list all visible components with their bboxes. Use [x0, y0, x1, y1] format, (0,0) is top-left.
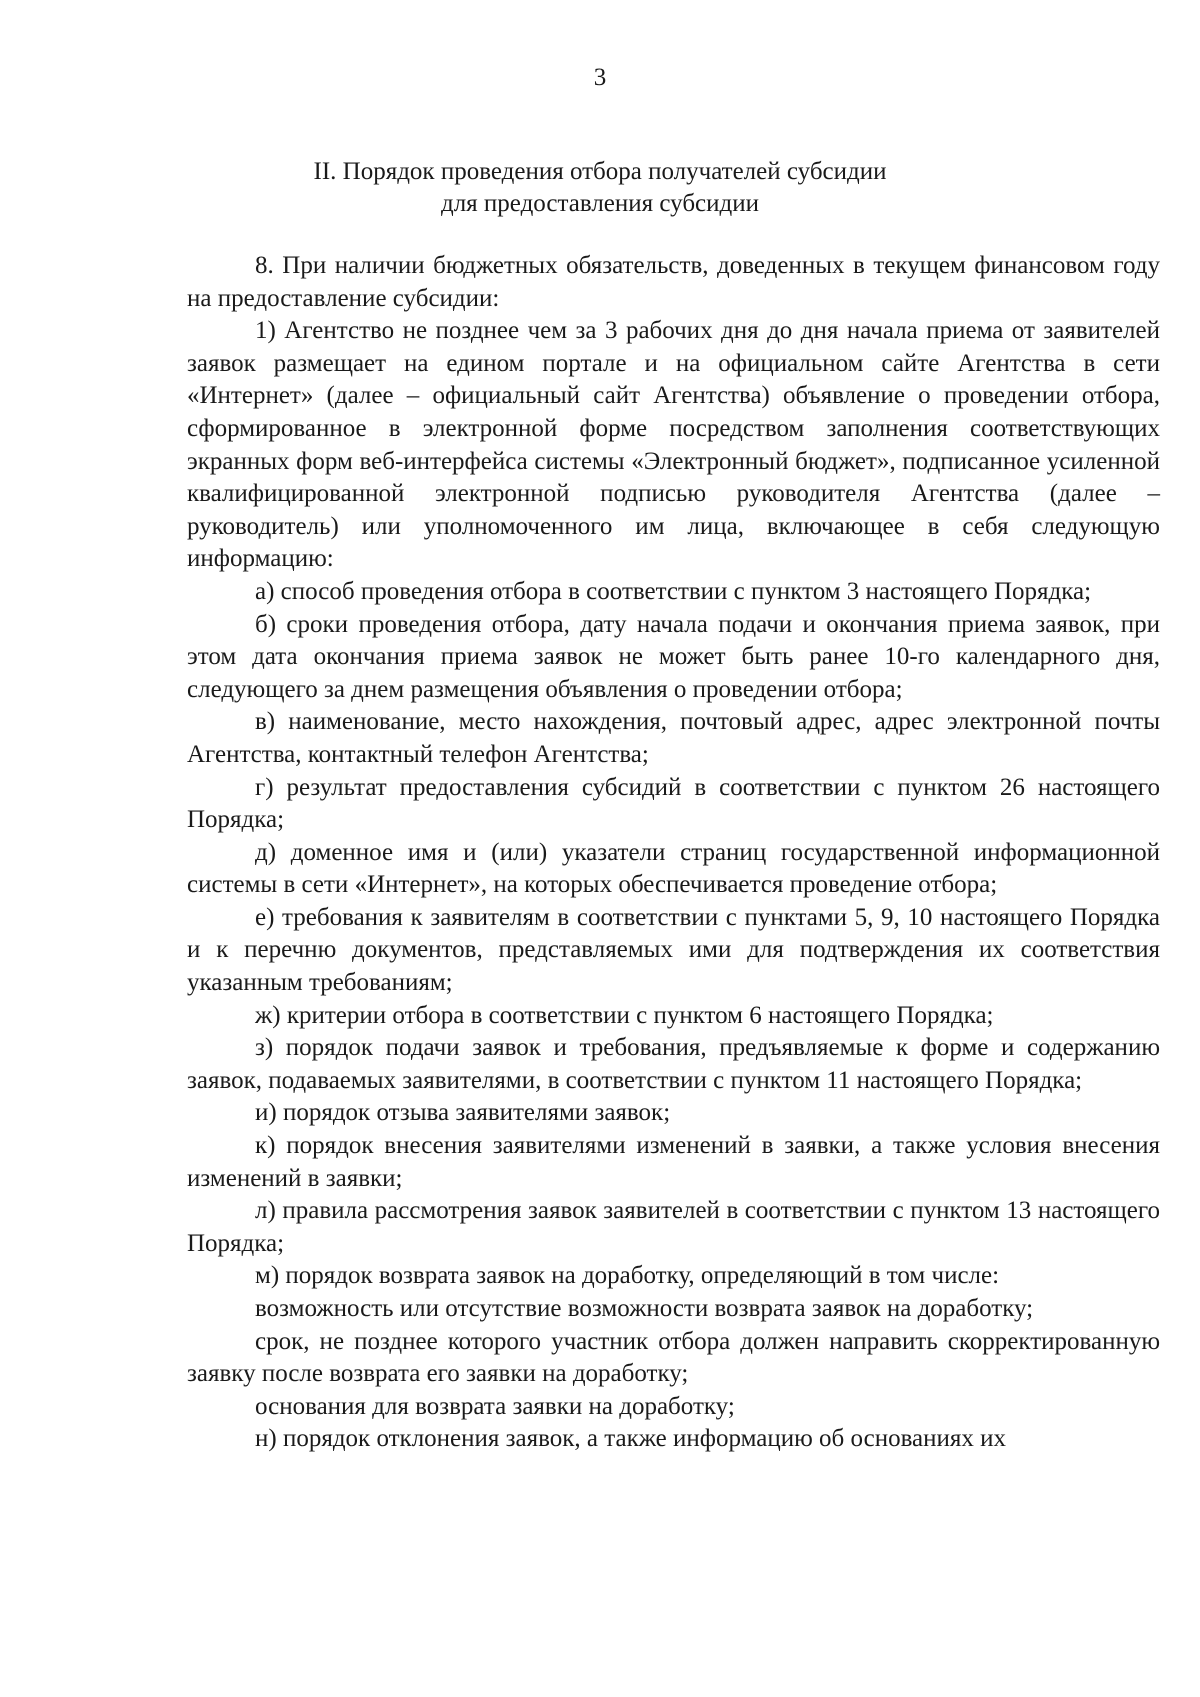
paragraph-item-m-3: основания для возврата заявки на доработку; — [255, 1392, 735, 1420]
paragraph-item-z: з) порядок подачи заявок и требования, предъявляемые к форме и содержанию заявок, подаваемых заявителями, в соответствии с пунктом 11 настоящего Порядка; — [187, 1034, 1160, 1094]
page-number: 3 — [593, 64, 607, 91]
paragraph-8: 8. При наличии бюджетных обязательств, доведенных в текущем финансовом году на предоставление субсидии: — [187, 252, 1160, 312]
paragraph-item-i: и) порядок отзыва заявителями заявок; — [255, 1099, 671, 1127]
document-body — [187, 250, 1160, 1456]
paragraph-item-l: л) правила рассмотрения заявок заявителей в соответствии с пунктом 13 настоящего Порядка; — [187, 1197, 1160, 1257]
paragraph-item-d: д) доменное имя и (или) указатели страниц государственной информационной системы в сети «Интернет», на которых обеспечивается проведение отбора; — [187, 838, 1160, 899]
section-title-line-2: для предоставления субсидии — [440, 190, 760, 217]
paragraph-item-m: м) порядок возврата заявок на доработку, определяющий в том числе: — [255, 1262, 1000, 1290]
paragraph-item-b: б) сроки проведения отбора, дату начала подачи и окончания приема заявок, при этом дата окончания приема заявок не может быть ранее 10-го календарного дня, следующего за днем размещения объявления о проведении отбора; — [187, 610, 1160, 703]
paragraph-item-zh: ж) критерии отбора в соответствии с пунктом 6 настоящего Порядка; — [255, 1001, 994, 1029]
paragraph-item-k: к) порядок внесения заявителями изменений в заявки, а также условия внесения изменений в заявки; — [187, 1132, 1160, 1192]
paragraph-item-m-1: возможность или отсутствие возможности возврата заявок на доработку; — [255, 1295, 1034, 1322]
paragraph-item-m-2: срок, не позднее которого участник отбора должен направить скорректированную заявку после возврата его заявки на доработку; — [187, 1327, 1160, 1388]
paragraph-item-n: н) порядок отклонения заявок, а также информацию об основаниях их — [255, 1425, 1007, 1453]
paragraph-item-v: в) наименование, место нахождения, почтовый адрес, адрес электронной почты Агентства, контактный телефон Агентства; — [187, 708, 1160, 768]
section-heading — [0, 156, 1200, 220]
paragraph-item-g: г) результат предоставления субсидий в соответствии с пунктом 26 настоящего Порядка; — [187, 773, 1160, 834]
paragraph-item-a: а) способ проведения отбора в соответствии с пунктом 3 настоящего Порядка; — [255, 577, 1092, 605]
paragraph-item-1: 1) Агентство не позднее чем за 3 рабочих дня до дня начала приема от заявителей заявок размещает на едином портале и на официальном сайте Агентства в сети «Интернет» (далее – официальный сайт Агентства) объявление о проведении отбора, сформированное в электронной форме посредством заполнения соответствующих экранных форм веб-интерфейса системы «Электронный бюджет», подписанное усиленной квалифицированной электронной подписью руководителя Агентства (далее – руководитель) или уполномоченного им лица, включающее в себя следующую информацию: — [187, 317, 1160, 573]
section-title-line-1: II. Порядок проведения отбора получателей субсидии — [313, 158, 887, 185]
paragraph-item-e: е) требования к заявителям в соответствии с пунктами 5, 9, 10 настоящего Порядка и к перечню документов, представляемых ими для подтверждения их соответствия указанным требованиям; — [187, 903, 1160, 997]
